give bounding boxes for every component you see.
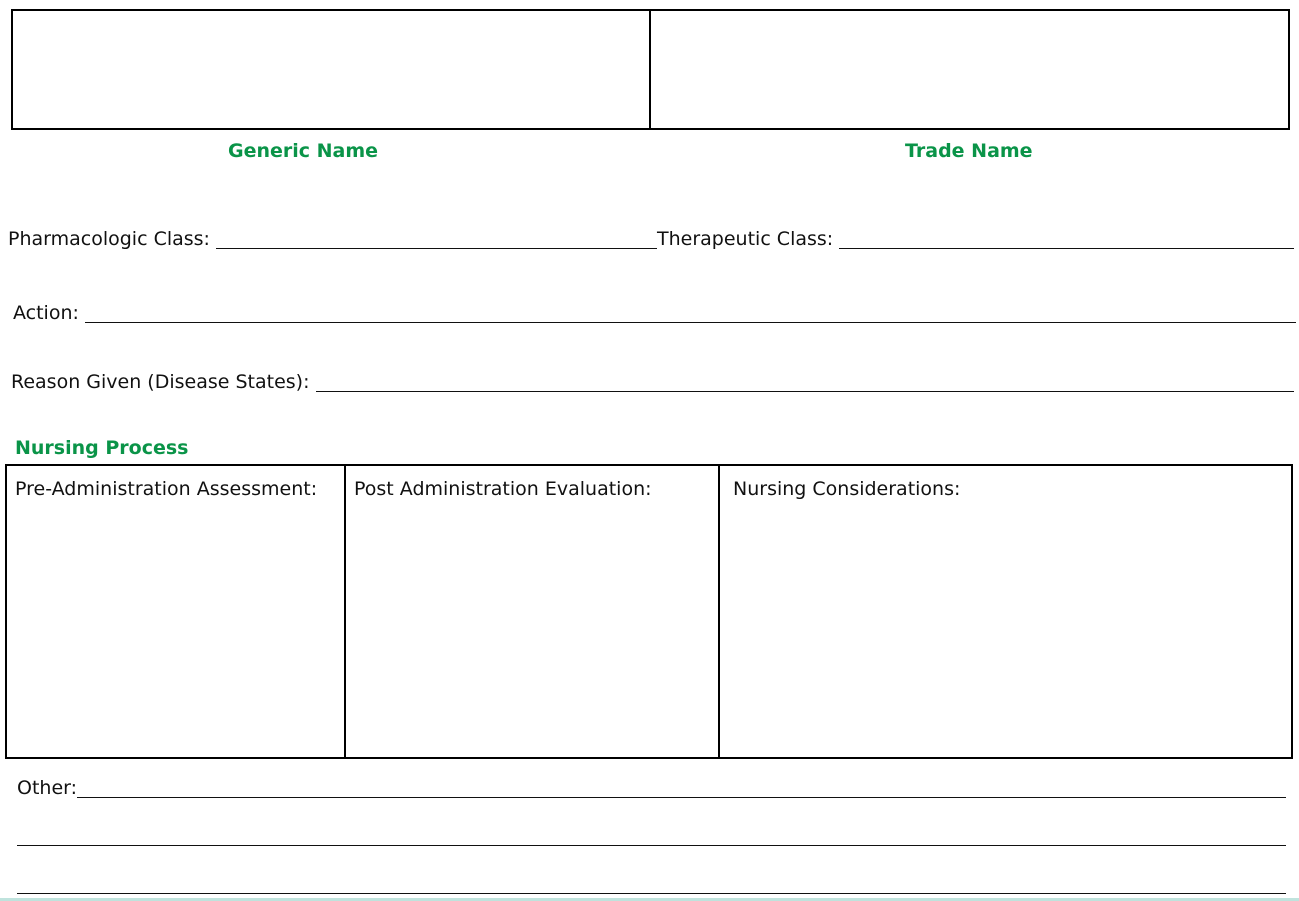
nursing-considerations-label: Nursing Considerations: bbox=[733, 478, 961, 500]
other-line-3[interactable] bbox=[17, 893, 1286, 894]
other-label: Other: bbox=[17, 777, 78, 799]
trade-name-box[interactable] bbox=[649, 9, 1290, 130]
reason-given-field bbox=[11, 371, 1294, 394]
action-line[interactable] bbox=[85, 321, 1296, 323]
nursing-process-table bbox=[5, 464, 1293, 759]
other-field bbox=[17, 777, 1286, 800]
pharmacologic-class-label: Pharmacologic Class: bbox=[8, 228, 210, 250]
other-line-1[interactable] bbox=[77, 796, 1286, 798]
trade-name-label: Trade Name bbox=[905, 140, 1033, 162]
pre-administration-assessment-label: Pre-Administration Assessment: bbox=[15, 478, 318, 500]
action-label: Action: bbox=[13, 302, 79, 324]
therapeutic-class-line[interactable] bbox=[839, 247, 1294, 249]
post-administration-evaluation-cell[interactable] bbox=[344, 466, 718, 757]
therapeutic-class-field bbox=[657, 228, 1294, 251]
generic-name-box[interactable] bbox=[11, 9, 651, 130]
post-administration-evaluation-label: Post Administration Evaluation: bbox=[354, 478, 652, 500]
pharmacologic-class-field bbox=[8, 228, 657, 251]
therapeutic-class-label: Therapeutic Class: bbox=[657, 228, 834, 250]
pre-administration-assessment-cell[interactable] bbox=[7, 466, 344, 757]
action-field bbox=[13, 302, 1296, 325]
generic-name-label: Generic Name bbox=[228, 140, 379, 162]
nursing-process-title: Nursing Process bbox=[15, 437, 189, 459]
other-line-2[interactable] bbox=[17, 845, 1286, 846]
reason-given-line[interactable] bbox=[316, 390, 1295, 392]
reason-given-label: Reason Given (Disease States): bbox=[11, 371, 310, 393]
pharmacologic-class-line[interactable] bbox=[216, 247, 657, 249]
nursing-considerations-cell[interactable] bbox=[718, 466, 1291, 757]
